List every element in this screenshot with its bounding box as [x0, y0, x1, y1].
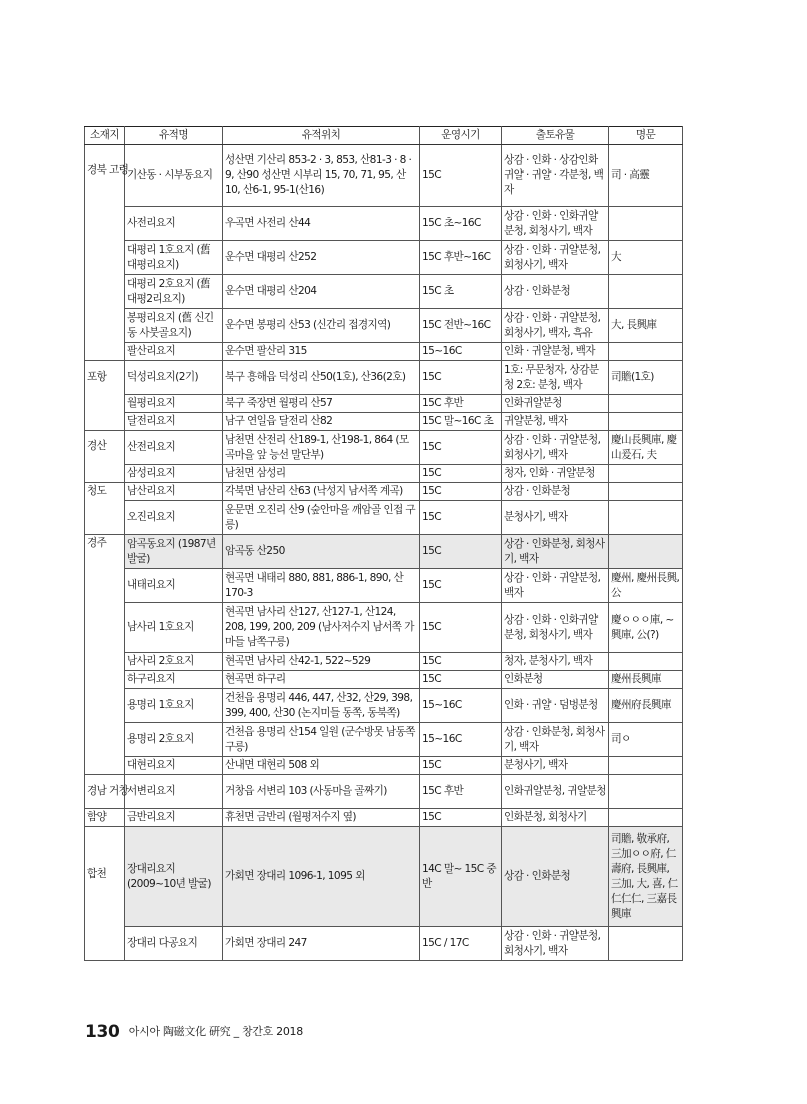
site-location-cell: 각북면 남산리 산63 (낙성지 남서쪽 계곡) [223, 483, 420, 501]
site-location-cell: 남천면 산전리 산189-1, 산198-1, 864 (모곡마을 앞 능선 말단부) [223, 431, 420, 465]
site-name-cell: 사전리요지 [125, 207, 223, 241]
header-location: 소재지 [85, 127, 125, 145]
inscription-cell: 司贍, 敬承府, 三加ㅇㅇ府, 仁壽府, 長興庫, 三加, 大, 喜, 仁仁仁仁, 三嘉長興庫 [609, 827, 683, 927]
inscription-cell [609, 809, 683, 827]
artifacts-cell: 인화분청, 회청사기 [502, 809, 609, 827]
inscription-cell: 慶州長興庫 [609, 671, 683, 689]
site-name-cell: 팔산리요지 [125, 343, 223, 361]
table-row [85, 653, 683, 671]
site-location-cell: 성산면 기산리 853-2 · 3, 853, 산81-3 · 8 · 9, 산90 성산면 시부리 15, 70, 71, 95, 산10, 산6-1, 95-1(산16) [223, 145, 420, 207]
artifacts-cell: 청자, 분청사기, 백자 [502, 653, 609, 671]
site-location-cell: 가회면 장대리 247 [223, 927, 420, 961]
period-cell: 15C [420, 809, 502, 827]
inscription-cell: 司贍(1호) [609, 361, 683, 395]
site-name-cell: 기산동 · 시부동요지 [125, 145, 223, 207]
artifacts-cell: 상감 · 인화 · 상감인화 귀얄 · 귀얄 · 각분청, 백자 [502, 145, 609, 207]
artifacts-cell: 분청사기, 백자 [502, 757, 609, 775]
period-cell: 15C 전반~16C [420, 309, 502, 343]
region-cell: 함양 [85, 809, 125, 827]
artifacts-cell: 상감 · 인화분청 [502, 827, 609, 927]
site-name-cell: 대현리요지 [125, 757, 223, 775]
table-row [85, 309, 683, 343]
site-location-cell: 북구 죽장면 월평리 산57 [223, 395, 420, 413]
inscription-cell: 慶州府長興庫 [609, 689, 683, 723]
site-name-cell: 용명리 2호요지 [125, 723, 223, 757]
artifacts-cell: 인화 · 귀얄 · 덤벙분청 [502, 689, 609, 723]
period-cell: 15~16C [420, 689, 502, 723]
site-location-cell: 가회면 장대리 1096-1, 1095 외 [223, 827, 420, 927]
header-site-name: 유적명 [125, 127, 223, 145]
site-location-cell: 운수면 대평리 산252 [223, 241, 420, 275]
period-cell: 15C [420, 569, 502, 603]
site-location-cell: 산내면 대현리 508 외 [223, 757, 420, 775]
artifacts-cell: 인화 · 귀얄분청, 백자 [502, 343, 609, 361]
period-cell: 14C 말~ 15C 중반 [420, 827, 502, 927]
period-cell: 15C [420, 603, 502, 653]
artifacts-cell: 상감 · 인화 · 귀얄분청, 회청사기, 백자 [502, 431, 609, 465]
artifacts-cell: 귀얄분청, 백자 [502, 413, 609, 431]
artifacts-cell: 상감 · 인화 · 귀얄분청, 회청사기, 백자 [502, 927, 609, 961]
table-header-row [85, 127, 683, 145]
table-row [85, 569, 683, 603]
artifacts-cell: 인화귀얄분청 [502, 395, 609, 413]
table-row [85, 465, 683, 483]
site-name-cell: 장대리요지 (2009~10년 발굴) [125, 827, 223, 927]
site-location-cell: 운수면 대평리 산204 [223, 275, 420, 309]
period-cell: 15C [420, 431, 502, 465]
period-cell: 15C [420, 757, 502, 775]
site-location-cell: 현곡면 남사리 산42-1, 522~529 [223, 653, 420, 671]
inscription-cell: 大 [609, 241, 683, 275]
artifacts-cell: 상감 · 인화 · 인화귀얄분청, 회청사기, 백자 [502, 603, 609, 653]
table-row [85, 827, 683, 927]
period-cell: 15C [420, 501, 502, 535]
period-cell: 15C [420, 653, 502, 671]
table-row [85, 775, 683, 809]
table-row [85, 501, 683, 535]
site-location-cell: 운문면 오진리 산9 (숲안마을 깨암골 인접 구릉) [223, 501, 420, 535]
inscription-cell: 慶ㅇㅇㅇ庫, ~興庫, 公(?) [609, 603, 683, 653]
inscription-cell [609, 207, 683, 241]
period-cell: 15~16C [420, 343, 502, 361]
period-cell: 15C / 17C [420, 927, 502, 961]
header-site-location: 유적위치 [223, 127, 420, 145]
site-location-cell: 건천읍 용명리 446, 447, 산32, 산29, 398, 399, 400, 산30 (논지미들 동쪽, 동북쪽) [223, 689, 420, 723]
inscription-cell [609, 483, 683, 501]
region-cell: 경북 고령 [85, 145, 125, 361]
period-cell: 15C 초~16C [420, 207, 502, 241]
region-cell: 경남 거창 [85, 775, 125, 809]
artifacts-cell: 상감 · 인화 · 귀얄분청, 회청사기, 백자, 흑유 [502, 309, 609, 343]
header-inscription: 명문 [609, 127, 683, 145]
table-row [85, 145, 683, 207]
table-row [85, 483, 683, 501]
inscription-cell [609, 413, 683, 431]
site-location-cell: 현곡면 남사리 산127, 산127-1, 산124, 208, 199, 200, 209 (남사저수지 남서쪽 가마들 남쪽구릉) [223, 603, 420, 653]
site-name-cell: 남사리 2호요지 [125, 653, 223, 671]
inscription-cell [609, 465, 683, 483]
site-name-cell: 덕성리요지(2기) [125, 361, 223, 395]
artifacts-cell: 상감 · 인화 · 귀얄분청, 회청사기, 백자 [502, 241, 609, 275]
journal-title: 아시아 陶磁文化 硏究 _ 창간호 2018 [128, 1025, 303, 1038]
site-name-cell: 서변리요지 [125, 775, 223, 809]
site-name-cell: 달전리요지 [125, 413, 223, 431]
period-cell: 15C [420, 535, 502, 569]
table-row [85, 395, 683, 413]
inscription-cell [609, 757, 683, 775]
table-row [85, 723, 683, 757]
artifacts-cell: 1호: 무문청자, 상감분청 2호: 분청, 백자 [502, 361, 609, 395]
period-cell: 15C 후반 [420, 395, 502, 413]
table-row [85, 671, 683, 689]
period-cell: 15~16C [420, 723, 502, 757]
artifacts-cell: 상감 · 인화분청 [502, 275, 609, 309]
site-name-cell: 내태리요지 [125, 569, 223, 603]
site-name-cell: 산전리요지 [125, 431, 223, 465]
inscription-cell: 大, 長興庫 [609, 309, 683, 343]
period-cell: 15C [420, 361, 502, 395]
period-cell: 15C [420, 671, 502, 689]
region-cell: 청도 [85, 483, 125, 535]
site-location-cell: 휴천면 금반리 (월평저수지 옆) [223, 809, 420, 827]
site-name-cell: 장대리 다공요지 [125, 927, 223, 961]
inscription-cell [609, 535, 683, 569]
site-location-cell: 운수면 봉평리 산53 (신간리 접경지역) [223, 309, 420, 343]
table-row [85, 809, 683, 827]
artifacts-cell: 인화귀얄분청, 귀얄분청 [502, 775, 609, 809]
site-location-cell: 북구 흥해읍 덕성리 산50(1호), 산36(2호) [223, 361, 420, 395]
page-footer [85, 1022, 303, 1042]
table-row [85, 207, 683, 241]
site-name-cell: 용명리 1호요지 [125, 689, 223, 723]
period-cell: 15C 말~16C 초 [420, 413, 502, 431]
inscription-cell [609, 395, 683, 413]
site-name-cell: 월평리요지 [125, 395, 223, 413]
region-cell: 포항 [85, 361, 125, 431]
header-period: 운영시기 [420, 127, 502, 145]
artifacts-cell: 상감 · 인화 · 인화귀얄 분청, 회청사기, 백자 [502, 207, 609, 241]
inscription-cell [609, 775, 683, 809]
table-row [85, 241, 683, 275]
page-number: 130 [85, 1022, 120, 1042]
artifacts-cell: 분청사기, 백자 [502, 501, 609, 535]
table-row [85, 535, 683, 569]
region-cell: 경산 [85, 431, 125, 483]
inscription-cell [609, 275, 683, 309]
site-location-cell: 남천면 삼성리 [223, 465, 420, 483]
table-row [85, 757, 683, 775]
period-cell: 15C [420, 483, 502, 501]
site-location-cell: 현곡면 내태리 880, 881, 886-1, 890, 산170-3 [223, 569, 420, 603]
site-name-cell: 삼성리요지 [125, 465, 223, 483]
table-row [85, 413, 683, 431]
site-location-cell: 남구 연일읍 달전리 산82 [223, 413, 420, 431]
site-name-cell: 금반리요지 [125, 809, 223, 827]
table-row [85, 275, 683, 309]
site-name-cell: 암곡동요지 (1987년 발굴) [125, 535, 223, 569]
site-location-cell: 암곡동 산250 [223, 535, 420, 569]
inscription-cell [609, 343, 683, 361]
site-location-cell: 운수면 팔산리 315 [223, 343, 420, 361]
inscription-cell: 司 · 高靈 [609, 145, 683, 207]
table-row [85, 343, 683, 361]
artifacts-cell: 인화분청 [502, 671, 609, 689]
inscription-cell: 司ㅇ [609, 723, 683, 757]
table-row [85, 689, 683, 723]
site-name-cell: 대평리 1호요지 (舊 대평리요지) [125, 241, 223, 275]
inscription-cell [609, 501, 683, 535]
period-cell: 15C 초 [420, 275, 502, 309]
site-name-cell: 남사리 1호요지 [125, 603, 223, 653]
site-name-cell: 오진리요지 [125, 501, 223, 535]
header-artifacts: 출토유물 [502, 127, 609, 145]
inscription-cell: 慶州, 慶州長興, 公 [609, 569, 683, 603]
inscription-cell: 慶山長興庫, 慶山爰石, 夫 [609, 431, 683, 465]
inscription-cell [609, 927, 683, 961]
kiln-sites-table [84, 126, 683, 961]
site-location-cell: 건천읍 용명리 산154 일원 (군수방못 남동쪽 구릉) [223, 723, 420, 757]
site-location-cell: 현곡면 하구리 [223, 671, 420, 689]
table-row [85, 431, 683, 465]
period-cell: 15C 후반~16C [420, 241, 502, 275]
artifacts-cell: 청자, 인화 · 귀얄분청 [502, 465, 609, 483]
table-row [85, 927, 683, 961]
site-location-cell: 거창읍 서변리 103 (사동마을 골짜기) [223, 775, 420, 809]
period-cell: 15C 후반 [420, 775, 502, 809]
table-row [85, 361, 683, 395]
inscription-cell [609, 653, 683, 671]
artifacts-cell: 상감 · 인화 · 귀얄분청, 백자 [502, 569, 609, 603]
site-name-cell: 남산리요지 [125, 483, 223, 501]
artifacts-cell: 상감 · 인화분청, 회청사기, 백자 [502, 723, 609, 757]
period-cell: 15C [420, 145, 502, 207]
artifacts-cell: 상감 · 인화분청, 회청사기, 백자 [502, 535, 609, 569]
period-cell: 15C [420, 465, 502, 483]
site-name-cell: 하구리요지 [125, 671, 223, 689]
site-name-cell: 봉평리요지 (舊 신긴동 사붓골요지) [125, 309, 223, 343]
region-cell: 경주 [85, 535, 125, 775]
site-location-cell: 우곡면 사전리 산44 [223, 207, 420, 241]
table-row [85, 603, 683, 653]
artifacts-cell: 상감 · 인화분청 [502, 483, 609, 501]
site-name-cell: 대평리 2호요지 (舊 대평2리요지) [125, 275, 223, 309]
region-cell: 합천 [85, 827, 125, 961]
